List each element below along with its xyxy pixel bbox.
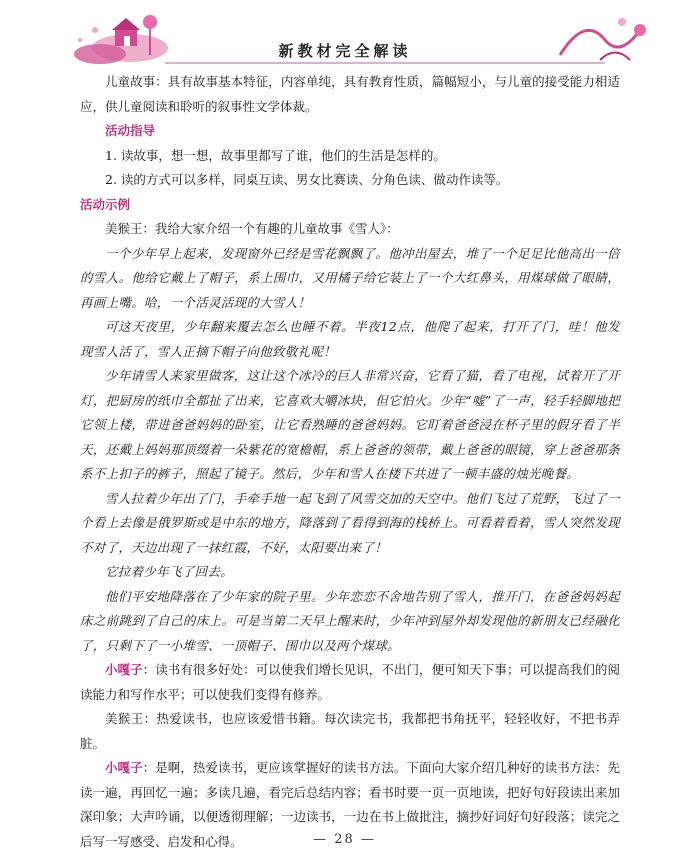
dialogue-1 <box>80 658 620 707</box>
speaker-label: 小嘎子 <box>105 760 143 775</box>
header-title: 新教材完全解读 <box>278 42 412 60</box>
speaker-label: 小嘎子 <box>105 662 143 677</box>
page-content <box>80 70 620 854</box>
story-paragraph-4: 雪人拉着少年出了门，手牵手地一起飞到了风雪交加的天空中。他们飞过了荒野，飞过了一个看上去像是俄罗斯或是中东的地方，降落到了看得到海的栈桥上。可看着看着，雪人突然发现不对了，天边出现了一抹红霞，不好，太阳要出来了！ <box>80 490 620 555</box>
speaker-label: 美猴王 <box>105 711 144 726</box>
story-paragraph-2: 可这天夜里，少年翻来覆去怎么也睡不着。半夜12点，他爬了起来，打开了门，哇！他发现雪人活了，雪人正摘下帽子向他致敬礼呢！ <box>80 319 620 359</box>
dialogue-2 <box>80 707 620 756</box>
story-paragraph-3: 少年请雪人来家里做客，这让这个冰冷的巨人非常兴奋，它看了猫，看了电视，试着开了开灯，把厨房的纸巾全都扯了出来，它喜欢大嚼冰块，但它怕火。少年“嘘”了一声，轻手轻脚地把它领上楼，带进爸爸妈妈的卧室，让它看熟睡的爸爸妈妈。它盯着爸爸浸在杯子里的假牙看了半天，还戴上妈妈那顶缀着一朵紫花的宽檐帽，系上爸爸的领带，戴上爸爸的眼镜，穿上爸爸那条系不上扣子的裤子，照起了镜子。然后，少年和雪人在楼下共进了一顿丰盛的烛光晚餐。 <box>80 368 620 481</box>
dialogue-text: ：是啊，热爱读书，更应该掌握好的读书方法。下面向大家介绍几种好的读书方法：先读一遍，再回忆一遍；多读几遍，看完后总结内容；看书时要一页一页地读，把好句好段读出来加深印象；大声吟诵，以便透彻理解；一边读书，一边在书上做批注，摘抄好词好句好段落；读完之后写一写感受、启发和心得。 <box>80 760 620 849</box>
story-paragraph-6: 他们平安地降落在了少年家的院子里。少年恋恋不舍地告别了雪人，推开门，在爸爸妈妈起床之前跳到了自己的床上。可是当第二天早上醒来时，少年冲到屋外却发现他的新朋友已经融化了，只剩下了一小堆雪、一顶帽子、围巾以及两个煤球。 <box>80 588 620 653</box>
story-paragraph-1: 一个少年早上起来，发现窗外已经是雪花飘飘了。他冲出屋去，堆了一个足足比他高出一倍的雪人。他给它戴上了帽子，系上围巾，又用橘子给它装上了一个大红鼻头，用煤球做了眼睛，再画上嘴。哈，一个活灵活现的大雪人！ <box>80 245 620 310</box>
guide-heading: 活动指导 <box>105 123 156 138</box>
story-paragraph-5: 它拉着少年飞了回去。 <box>105 564 234 579</box>
guide-item-2: 2. 读的方式可以多样，同桌互读、男女比赛读、分角色读、做动作读等。 <box>105 172 509 187</box>
guide-item-1: 1. 读故事，想一想，故事里都写了谁，他们的生活是怎样的。 <box>105 147 446 163</box>
definition-paragraph: 儿童故事：具有故事基本特征，内容单纯，具有教育性质，篇幅短小，与儿童的接受能力相适应，供儿童阅读和聆听的叙事性文学体裁。 <box>80 74 620 114</box>
page-number: — 28 — <box>313 832 376 847</box>
example-intro: 美猴王：我给大家介绍一个有趣的儿童故事《雪人》： <box>105 221 399 236</box>
header-rule <box>165 62 605 64</box>
page-header <box>0 0 689 70</box>
example-heading: 活动示例 <box>80 196 131 212</box>
dialogue-text: ：热爱读书，也应该爱惜书籍。每次读完书，我都把书角抚平，轻轻收好，不把书弄脏。 <box>80 711 620 751</box>
swirl-icon <box>560 30 640 55</box>
dialogue-text: ：读书有很多好处：可以使我们增长见识，不出门，便可知天下事；可以提高我们的阅读能力和写作水平；可以使我们变得有修养。 <box>80 662 620 702</box>
